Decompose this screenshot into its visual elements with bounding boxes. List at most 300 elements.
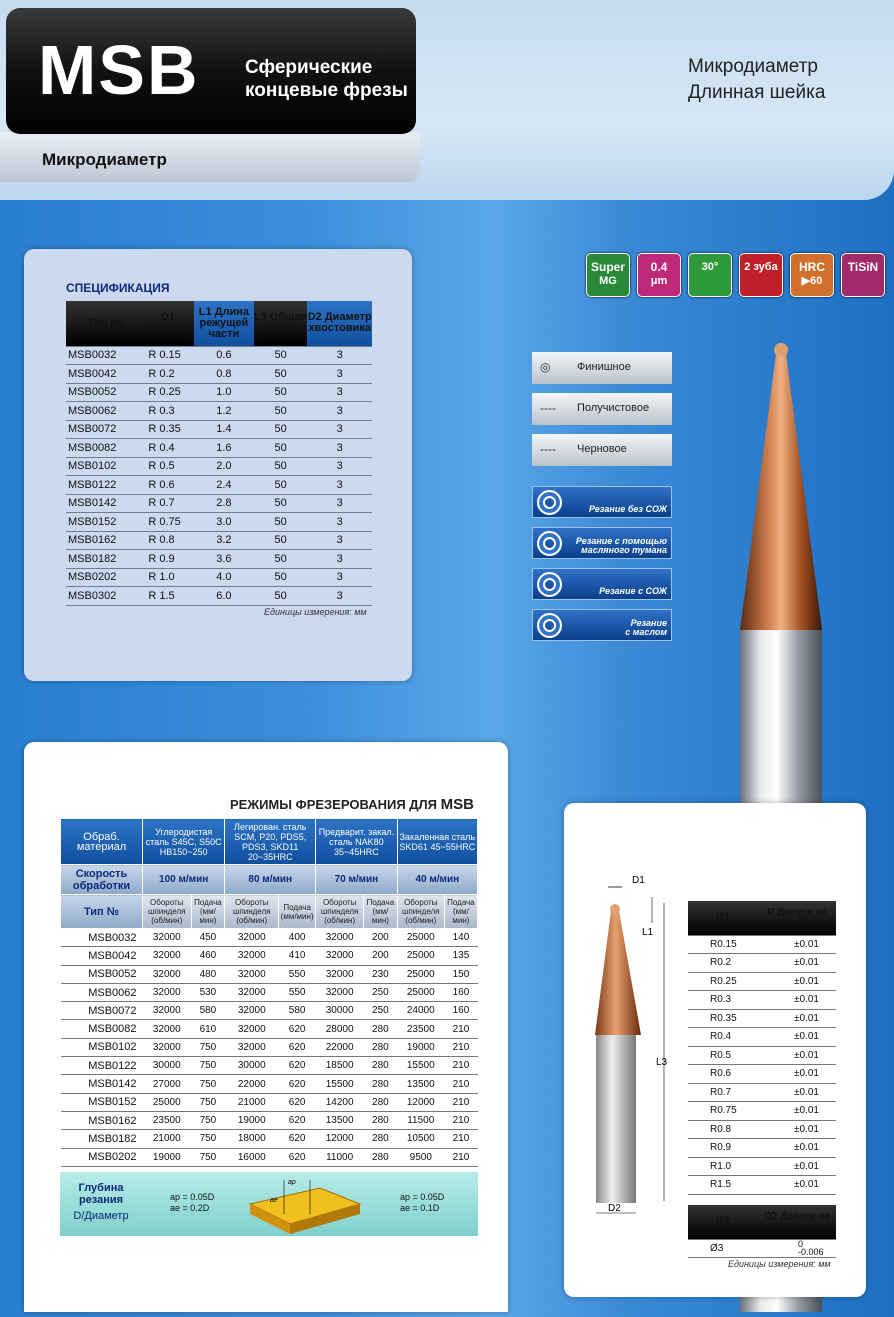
cutting-row <box>61 1038 478 1056</box>
tolerance-cell: R0.25 <box>688 972 758 991</box>
cutting-cell: 19000 <box>225 1111 279 1129</box>
cutting-cell: 32000 <box>316 947 364 965</box>
spec-cell: MSB0162 <box>66 531 142 550</box>
tolerance-panel <box>564 803 866 1297</box>
spec-cell: 50 <box>254 476 308 495</box>
cutting-cell: 22000 <box>225 1075 279 1093</box>
cutting-cell: 32000 <box>143 1038 192 1056</box>
endmill-ring-icon <box>537 490 562 515</box>
cutting-cell: 18000 <box>225 1130 279 1148</box>
cutting-cell: MSB0152 <box>61 1093 143 1111</box>
cutting-cell: 620 <box>279 1057 316 1075</box>
cutting-cell: MSB0062 <box>61 983 143 1001</box>
feature-icon <box>637 253 681 297</box>
cutting-cell: 210 <box>444 1148 477 1166</box>
tol-h-d1: D1 <box>688 901 758 935</box>
feed-label: Подача (мм/мин) <box>444 895 477 929</box>
product-subtitle: Сферические концевые фрезы <box>245 57 408 101</box>
tool-drawing <box>594 873 684 1223</box>
type-label: Тип № <box>61 895 143 929</box>
cutting-cell: 32000 <box>143 1002 192 1020</box>
cutting-cell: MSB0102 <box>61 1038 143 1056</box>
legend-symbol: ◎ <box>540 360 551 374</box>
cutting-cell: 160 <box>444 1002 477 1020</box>
cutting-cell: 9500 <box>397 1148 444 1166</box>
tolerance-row <box>688 1009 836 1028</box>
tolerance-cell: ±0.01 <box>758 1176 836 1195</box>
cutting-cell: 210 <box>444 1075 477 1093</box>
spec-cell: 6.0 <box>194 587 254 606</box>
spec-cell: 3 <box>307 402 372 421</box>
ae-symbol: ae <box>270 1197 278 1204</box>
spec-cell: 3.6 <box>194 550 254 569</box>
material-1: Углеродистая сталь S45C, S50C HB150~250 <box>143 819 225 865</box>
rpm-label: Обороты шпинделя (об/мин) <box>225 895 279 929</box>
cutting-cell: 21000 <box>143 1130 192 1148</box>
d2-value: Ø3 <box>688 1239 758 1258</box>
tolerance-row <box>688 935 836 954</box>
brand-title: MSB <box>38 31 200 109</box>
icon-text: 2 зуба <box>744 261 778 273</box>
cutting-row <box>61 1075 478 1093</box>
cutting-cell: 280 <box>364 1111 398 1129</box>
spec-cell: 0.8 <box>194 365 254 384</box>
cutting-cell: 530 <box>191 983 225 1001</box>
spec-table <box>66 301 372 606</box>
cutting-cell: 32000 <box>143 929 192 947</box>
coolant-item <box>532 486 672 518</box>
spec-cell: 50 <box>254 346 308 365</box>
cutting-cell: 10500 <box>397 1130 444 1148</box>
tolerance-row <box>688 1083 836 1102</box>
tolerance-cell: ±0.01 <box>758 972 836 991</box>
spec-cell: 50 <box>254 531 308 550</box>
cutting-cell: 250 <box>364 1002 398 1020</box>
tolerance-cell: R0.3 <box>688 991 758 1010</box>
spec-cell: 2.4 <box>194 476 254 495</box>
tolerance-cell: R0.15 <box>688 935 758 954</box>
tolerance-cell: ±0.01 <box>758 1157 836 1176</box>
cutting-row <box>61 1002 478 1020</box>
cutting-cell: 750 <box>191 1148 225 1166</box>
cutting-cell: 210 <box>444 1038 477 1056</box>
dim-l1: L1 <box>642 927 654 938</box>
cutting-cell: 32000 <box>143 983 192 1001</box>
spec-row <box>66 587 372 606</box>
spec-cell: MSB0042 <box>66 365 142 384</box>
cutting-cell: 480 <box>191 965 225 983</box>
tolerance-cell: ±0.01 <box>758 935 836 954</box>
cutting-cell: 32000 <box>316 965 364 983</box>
icon-text: HRC <box>799 260 825 274</box>
cutting-cell: 32000 <box>225 929 279 947</box>
cutting-cell: MSB0162 <box>61 1111 143 1129</box>
spec-cell: R 0.5 <box>142 457 194 476</box>
cutting-cell: 750 <box>191 1057 225 1075</box>
tolerance-cell: ±0.01 <box>758 1028 836 1047</box>
spec-cell: 50 <box>254 494 308 513</box>
cutting-cell: 620 <box>279 1038 316 1056</box>
cutting-cell: 280 <box>364 1057 398 1075</box>
spec-cell: MSB0152 <box>66 513 142 532</box>
speed-1: 100 м/мин <box>143 865 225 895</box>
spec-cell: R 0.4 <box>142 439 194 458</box>
coolant-label: Резание с помощью масляного тумана <box>575 536 667 555</box>
cutting-cell: 32000 <box>225 1020 279 1038</box>
tolerance-row <box>688 1176 836 1195</box>
feature-icon <box>739 253 783 297</box>
cutting-cell: MSB0142 <box>61 1075 143 1093</box>
cutting-cell: 32000 <box>225 983 279 1001</box>
spec-cell: 2.8 <box>194 494 254 513</box>
spec-cell: 50 <box>254 550 308 569</box>
coolant-item <box>532 568 672 600</box>
spec-cell: R 0.25 <box>142 383 194 402</box>
speed-3: 70 м/мин <box>316 865 398 895</box>
spec-units: Единицы измерения: мм <box>264 607 367 617</box>
cutting-cell: 12000 <box>397 1093 444 1111</box>
spec-cell: 3 <box>307 457 372 476</box>
spec-cell: MSB0072 <box>66 420 142 439</box>
cutting-cell: 27000 <box>143 1075 192 1093</box>
spec-cell: MSB0302 <box>66 587 142 606</box>
cutting-row <box>61 1057 478 1075</box>
cutting-row <box>61 1093 478 1111</box>
dim-d1: D1 <box>632 875 645 886</box>
spec-cell: 1.6 <box>194 439 254 458</box>
cutting-cell: 200 <box>364 947 398 965</box>
tolerance-row <box>688 1065 836 1084</box>
spec-cell: R 1.0 <box>142 568 194 587</box>
tolerance-row <box>688 1028 836 1047</box>
feed-label: Подача (мм/мин) <box>279 895 316 929</box>
rpm-label: Обороты шпинделя (об/мин) <box>397 895 444 929</box>
icon-text: Super <box>590 260 625 274</box>
tolerance-cell: ±0.01 <box>758 1083 836 1102</box>
cutting-cell: 19000 <box>397 1038 444 1056</box>
cutting-cell: MSB0202 <box>61 1148 143 1166</box>
spec-cell: 50 <box>254 513 308 532</box>
cutting-cell: 450 <box>191 929 225 947</box>
material-label: Обраб. материал <box>61 819 143 865</box>
cutting-cell: 280 <box>364 1148 398 1166</box>
cutting-cell: 13500 <box>316 1111 364 1129</box>
spec-cell: 3.2 <box>194 531 254 550</box>
material-2: Легирован. сталь SCM, P20, PDS5, PDS3, SKD11 20~35HRC <box>225 819 316 865</box>
tolerance-cell: ±0.01 <box>758 1102 836 1121</box>
cutting-cell: 15500 <box>397 1057 444 1075</box>
depth-label: Глубина резания D/Диаметр <box>73 1182 129 1222</box>
depth-left: ap = 0.05D ae = 0.2D <box>170 1192 215 1213</box>
d2-tolerance: 0 -0.006 <box>758 1239 836 1258</box>
spec-h-l3: L3 Общая длина <box>254 301 308 346</box>
spec-cell: 3 <box>307 346 372 365</box>
spec-cell: 50 <box>254 383 308 402</box>
spec-cell: R 0.9 <box>142 550 194 569</box>
tol-units: Единицы измерения: мм <box>728 1259 831 1269</box>
cutting-cell: 210 <box>444 1020 477 1038</box>
cutting-cell: 620 <box>279 1130 316 1148</box>
cutting-cell: 460 <box>191 947 225 965</box>
legend-label: Черновое <box>577 443 627 455</box>
coolant-item <box>532 609 672 641</box>
tolerance-row <box>688 1139 836 1158</box>
spec-cell: 3 <box>307 439 372 458</box>
spec-cell: MSB0122 <box>66 476 142 495</box>
tolerance-row <box>688 991 836 1010</box>
tolerance-cell: R1.0 <box>688 1157 758 1176</box>
feature-icon <box>688 253 732 297</box>
spec-cell: 3 <box>307 476 372 495</box>
speed-label: Скорость обработки <box>61 865 143 895</box>
spec-cell: 1.0 <box>194 383 254 402</box>
cutting-cell: 620 <box>279 1020 316 1038</box>
cutting-cell: 25000 <box>397 947 444 965</box>
tolerance-cell: R0.9 <box>688 1139 758 1158</box>
cutting-cell: 620 <box>279 1075 316 1093</box>
spec-cell: 50 <box>254 365 308 384</box>
coolant-label: Резание без СОЖ <box>588 504 667 514</box>
material-4: Закаленная сталь SKD61 45~55HRC <box>397 819 477 865</box>
spec-cell: 3 <box>307 383 372 402</box>
spec-cell: R 0.8 <box>142 531 194 550</box>
icon-text: TiSiN <box>847 260 879 274</box>
legend-symbol: ---- <box>540 442 556 456</box>
spec-title: СПЕЦИФИКАЦИЯ <box>66 281 170 295</box>
feature-icon <box>586 253 630 297</box>
spec-cell: MSB0102 <box>66 457 142 476</box>
spec-cell: R 0.2 <box>142 365 194 384</box>
spec-cell: R 0.15 <box>142 346 194 365</box>
spec-row <box>66 346 372 365</box>
tolerance-cell: ±0.01 <box>758 1046 836 1065</box>
cutting-cell: 25000 <box>397 983 444 1001</box>
spec-cell: R 1.5 <box>142 587 194 606</box>
spec-cell: 3 <box>307 420 372 439</box>
cutting-cell: 12000 <box>316 1130 364 1148</box>
cutting-cell: 610 <box>191 1020 225 1038</box>
cutting-cell: 280 <box>364 1093 398 1111</box>
cutting-cell: 32000 <box>225 965 279 983</box>
spec-cell: 3 <box>307 494 372 513</box>
spec-row <box>66 439 372 458</box>
legend-label: Получистовое <box>577 402 650 414</box>
cutting-cell: 620 <box>279 1111 316 1129</box>
tol-h-d2: D2 <box>688 1205 758 1239</box>
spec-row <box>66 457 372 476</box>
feature-icon <box>790 253 834 297</box>
cutting-table <box>60 818 478 1167</box>
cutting-cell: MSB0072 <box>61 1002 143 1020</box>
tolerance-cell: ±0.01 <box>758 1120 836 1139</box>
cutting-cell: 14200 <box>316 1093 364 1111</box>
cutting-cell: 32000 <box>225 1038 279 1056</box>
icon-text: 30° <box>701 261 719 273</box>
coolant-item <box>532 527 672 559</box>
tolerance-cell: R0.5 <box>688 1046 758 1065</box>
spec-cell: 50 <box>254 568 308 587</box>
tolerance-cell: ±0.01 <box>758 1009 836 1028</box>
tolerance-row <box>688 1046 836 1065</box>
cutting-cell: MSB0032 <box>61 929 143 947</box>
tol-h-r: R Допуск на радиус <box>758 901 836 935</box>
radius-tolerance-table <box>688 901 836 1195</box>
icon-text: ▶60 <box>801 275 823 287</box>
operation-legend-item <box>532 352 672 384</box>
cutting-title: РЕЖИМЫ ФРЕЗЕРОВАНИЯ ДЛЯ MSB <box>230 796 474 813</box>
cutting-cell: 25000 <box>397 929 444 947</box>
cutting-cell: 28000 <box>316 1020 364 1038</box>
cutting-cell: 21000 <box>225 1093 279 1111</box>
endmill-ring-icon <box>537 531 562 556</box>
cutting-cell: MSB0082 <box>61 1020 143 1038</box>
spec-cell: R 0.3 <box>142 402 194 421</box>
spec-h-type: Тип № <box>66 301 142 346</box>
spec-cell: MSB0062 <box>66 402 142 421</box>
spec-row <box>66 365 372 384</box>
spec-row <box>66 420 372 439</box>
spec-row <box>66 568 372 587</box>
legend-symbol: ---- <box>540 401 556 415</box>
spec-h-l1: L1 Длина режущей части <box>194 301 254 346</box>
tolerance-row <box>688 954 836 973</box>
spec-cell: 3 <box>307 568 372 587</box>
cutting-cell: 750 <box>191 1130 225 1148</box>
speed-4: 40 м/мин <box>397 865 477 895</box>
tolerance-cell: R0.35 <box>688 1009 758 1028</box>
category-label: Микродиаметр <box>42 150 167 169</box>
cutting-cell: 11500 <box>397 1111 444 1129</box>
cutting-cell: MSB0182 <box>61 1130 143 1148</box>
cutting-panel <box>24 742 508 1312</box>
cutting-cell: 550 <box>279 983 316 1001</box>
cutting-cell: 16000 <box>225 1148 279 1166</box>
spec-cell: 1.2 <box>194 402 254 421</box>
spec-cell: 3 <box>307 513 372 532</box>
cutting-row <box>61 1148 478 1166</box>
cutting-cell: 32000 <box>316 929 364 947</box>
spec-cell: R 0.35 <box>142 420 194 439</box>
spec-cell: 50 <box>254 587 308 606</box>
tolerance-row <box>688 1102 836 1121</box>
tolerance-cell: R0.75 <box>688 1102 758 1121</box>
spec-row <box>66 383 372 402</box>
spec-cell: 3 <box>307 587 372 606</box>
spec-cell: MSB0052 <box>66 383 142 402</box>
spec-cell: 50 <box>254 439 308 458</box>
cutting-cell: 23500 <box>143 1111 192 1129</box>
spec-row <box>66 402 372 421</box>
tol-h-d2tol: D2 Допуск на диаметр <box>758 1205 836 1239</box>
operation-legend-item <box>532 393 672 425</box>
cutting-row <box>61 965 478 983</box>
spec-panel <box>24 249 412 681</box>
spec-cell: 3.0 <box>194 513 254 532</box>
cutting-cell: 160 <box>444 983 477 1001</box>
legend-label: Финишное <box>577 361 631 373</box>
spec-row <box>66 494 372 513</box>
cutting-cell: MSB0042 <box>61 947 143 965</box>
cutting-cell: 580 <box>279 1002 316 1020</box>
ap-symbol: ap <box>288 1179 296 1186</box>
cutting-cell: 200 <box>364 929 398 947</box>
depth-right: ap = 0.05D ae = 0.1D <box>400 1192 445 1213</box>
spec-h-d2: D2 Диаметр хвостовика <box>307 301 372 346</box>
right-title: Микродиаметр Длинная шейка <box>688 56 826 103</box>
cutting-cell: 32000 <box>316 983 364 1001</box>
spec-cell: 2.0 <box>194 457 254 476</box>
tolerance-row <box>688 1157 836 1176</box>
coolant-label: Резание с маслом <box>625 618 667 637</box>
tolerance-cell: ±0.01 <box>758 1139 836 1158</box>
cutting-cell: 280 <box>364 1038 398 1056</box>
cutting-cell: 30000 <box>225 1057 279 1075</box>
depth-diagram <box>240 1174 370 1236</box>
cutting-cell: 620 <box>279 1148 316 1166</box>
cutting-cell: 210 <box>444 1111 477 1129</box>
spec-cell: R 0.6 <box>142 476 194 495</box>
spec-cell: MSB0032 <box>66 346 142 365</box>
icon-text: μm <box>650 275 668 287</box>
cutting-cell: 25000 <box>143 1093 192 1111</box>
tolerance-row <box>688 972 836 991</box>
spec-cell: MSB0082 <box>66 439 142 458</box>
cutting-cell: 15500 <box>316 1075 364 1093</box>
tolerance-cell: R0.7 <box>688 1083 758 1102</box>
feed-label: Подача (мм/мин) <box>191 895 225 929</box>
cutting-row <box>61 1111 478 1129</box>
cutting-cell: 280 <box>364 1130 398 1148</box>
cutting-cell: 30000 <box>143 1057 192 1075</box>
cutting-cell: 210 <box>444 1130 477 1148</box>
cutting-cell: 750 <box>191 1038 225 1056</box>
cutting-cell: 750 <box>191 1111 225 1129</box>
coolant-label: Резание с СОЖ <box>599 586 667 596</box>
cutting-cell: 32000 <box>143 965 192 983</box>
cutting-cell: 410 <box>279 947 316 965</box>
cutting-cell: 32000 <box>143 947 192 965</box>
cutting-row <box>61 1130 478 1148</box>
cutting-row <box>61 1020 478 1038</box>
rpm-label: Обороты шпинделя (об/мин) <box>316 895 364 929</box>
cutting-cell: 18500 <box>316 1057 364 1075</box>
tolerance-cell: ±0.01 <box>758 991 836 1010</box>
icon-text: 0.4 <box>650 260 668 274</box>
cutting-cell: 32000 <box>143 1020 192 1038</box>
cutting-cell: 750 <box>191 1093 225 1111</box>
cutting-cell: 150 <box>444 965 477 983</box>
cutting-cell: 620 <box>279 1093 316 1111</box>
cutting-cell: MSB0122 <box>61 1057 143 1075</box>
tolerance-cell: R0.8 <box>688 1120 758 1139</box>
feature-icon <box>841 253 885 297</box>
cutting-cell: 280 <box>364 1020 398 1038</box>
cutting-row <box>61 929 478 947</box>
cutting-cell: 580 <box>191 1002 225 1020</box>
spec-cell: MSB0182 <box>66 550 142 569</box>
tolerance-cell: ±0.01 <box>758 1065 836 1084</box>
spec-cell: R 0.75 <box>142 513 194 532</box>
cutting-cell: 24000 <box>397 1002 444 1020</box>
cutting-cell: 140 <box>444 929 477 947</box>
endmill-ring-icon <box>537 572 562 597</box>
spec-cell: 50 <box>254 420 308 439</box>
cutting-cell: 750 <box>191 1075 225 1093</box>
spec-cell: 4.0 <box>194 568 254 587</box>
feed-label: Подача (мм/мин) <box>364 895 398 929</box>
spec-row <box>66 513 372 532</box>
tolerance-cell: ±0.01 <box>758 954 836 973</box>
